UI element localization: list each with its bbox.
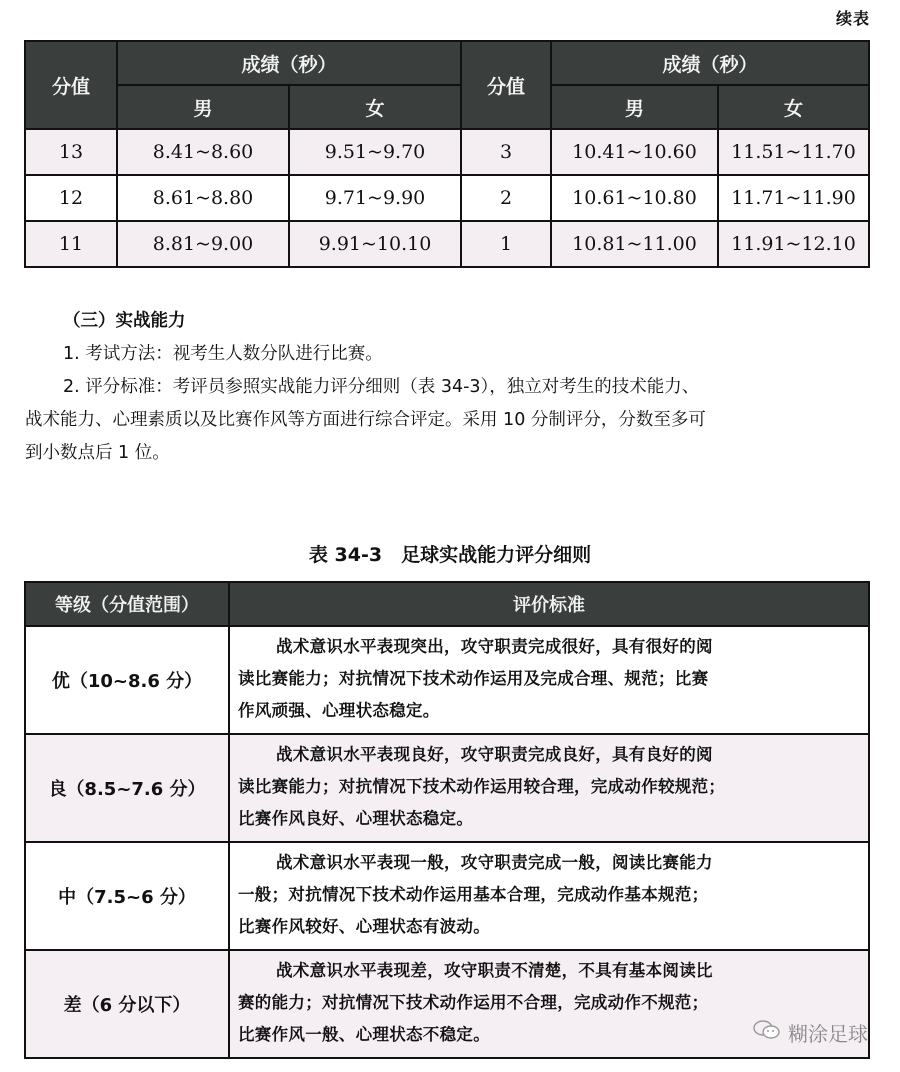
header-result-left: 成绩（秒） xyxy=(117,41,461,85)
criteria-line: 一般；对抗情况下技术动作运用基本合理，完成动作基本规范； xyxy=(238,885,709,904)
table-caption: 表 34-3 足球实战能力评分细则 xyxy=(308,544,592,566)
criteria-line: 赛的能力；对抗情况下技术动作运用不合理，完成动作不规范； xyxy=(238,993,709,1012)
header-criteria: 评价标准 xyxy=(229,582,869,626)
table-row xyxy=(25,175,869,221)
table-row xyxy=(25,221,869,267)
score-cell: 1 xyxy=(461,221,551,267)
female-time-cell: 11.71~11.90 xyxy=(718,175,869,221)
header-female-right: 女 xyxy=(718,85,869,129)
scoring-standard-line1: 2. 评分标准：考评员参照实战能力评分细则（表 34-3），独立对考生的技术能力、 xyxy=(63,377,700,397)
male-time-cell: 10.41~10.60 xyxy=(551,129,718,175)
score-cell: 2 xyxy=(461,175,551,221)
criteria-line: 战术意识水平表现突出，攻守职责完成很好，具有很好的阅 xyxy=(276,637,713,656)
scoring-standard-line3: 到小数点后 1 位。 xyxy=(25,443,170,463)
criteria-line: 比赛作风良好、心理状态稳定。 xyxy=(238,809,474,828)
header-result-right: 成绩（秒） xyxy=(551,41,869,85)
female-time-cell: 11.51~11.70 xyxy=(718,129,869,175)
wechat-icon xyxy=(752,1018,782,1047)
exam-method: 1. 考试方法：视考生人数分队进行比赛。 xyxy=(63,344,383,364)
male-time-cell: 10.61~10.80 xyxy=(551,175,718,221)
header-score-right: 分值 xyxy=(461,41,551,129)
grade-cell: 差（6 分以下） xyxy=(25,950,229,1058)
section-text xyxy=(25,305,870,470)
table-row xyxy=(25,626,869,734)
match-ability-table xyxy=(24,581,870,1059)
female-time-cell: 9.71~9.90 xyxy=(289,175,461,221)
section-heading: （三）实战能力 xyxy=(63,311,186,331)
grade-cell: 中（7.5~6 分） xyxy=(25,842,229,950)
criteria-cell xyxy=(229,734,869,842)
score-cell: 12 xyxy=(25,175,117,221)
criteria-cell xyxy=(229,842,869,950)
score-cell: 3 xyxy=(461,129,551,175)
criteria-line: 战术意识水平表现良好，攻守职责完成良好，具有良好的阅 xyxy=(276,745,713,764)
criteria-line: 读比赛能力；对抗情况下技术动作运用较合理，完成动作较规范； xyxy=(238,777,726,796)
score-cell: 11 xyxy=(25,221,117,267)
sprint-score-table xyxy=(24,40,870,268)
criteria-line: 作风顽强、心理状态稳定。 xyxy=(238,701,440,720)
table-row xyxy=(25,950,869,1058)
header-male-right: 男 xyxy=(551,85,718,129)
watermark-text: 糊涂足球 xyxy=(788,1022,868,1046)
criteria-line: 读比赛能力；对抗情况下技术动作运用及完成合理、规范；比赛 xyxy=(238,669,709,688)
male-time-cell: 8.41~8.60 xyxy=(117,129,289,175)
table-row xyxy=(25,734,869,842)
grade-cell: 良（8.5~7.6 分） xyxy=(25,734,229,842)
score-cell: 13 xyxy=(25,129,117,175)
male-time-cell: 8.61~8.80 xyxy=(117,175,289,221)
criteria-cell xyxy=(229,626,869,734)
header-male-left: 男 xyxy=(117,85,289,129)
female-time-cell: 9.51~9.70 xyxy=(289,129,461,175)
male-time-cell: 8.81~9.00 xyxy=(117,221,289,267)
table-row xyxy=(25,842,869,950)
male-time-cell: 10.81~11.00 xyxy=(551,221,718,267)
continued-label: 续表 xyxy=(835,9,870,28)
grade-cell: 优（10~8.6 分） xyxy=(25,626,229,734)
header-grade: 等级（分值范围） xyxy=(25,582,229,626)
female-time-cell: 11.91~12.10 xyxy=(718,221,869,267)
criteria-line: 战术意识水平表现一般，攻守职责完成一般，阅读比赛能力 xyxy=(276,853,713,872)
criteria-line: 战术意识水平表现差，攻守职责不清楚，不具有基本阅读比 xyxy=(276,961,713,980)
watermark xyxy=(752,1018,868,1047)
table-row xyxy=(25,129,869,175)
criteria-line: 比赛作风一般、心理状态不稳定。 xyxy=(238,1025,490,1044)
scoring-standard-line2: 战术能力、心理素质以及比赛作风等方面进行综合评定。采用 10 分制评分，分数至多可 xyxy=(25,410,706,430)
female-time-cell: 9.91~10.10 xyxy=(289,221,461,267)
criteria-line: 比赛作风较好、心理状态有波动。 xyxy=(238,917,490,936)
header-score-left: 分值 xyxy=(25,41,117,129)
header-female-left: 女 xyxy=(289,85,461,129)
